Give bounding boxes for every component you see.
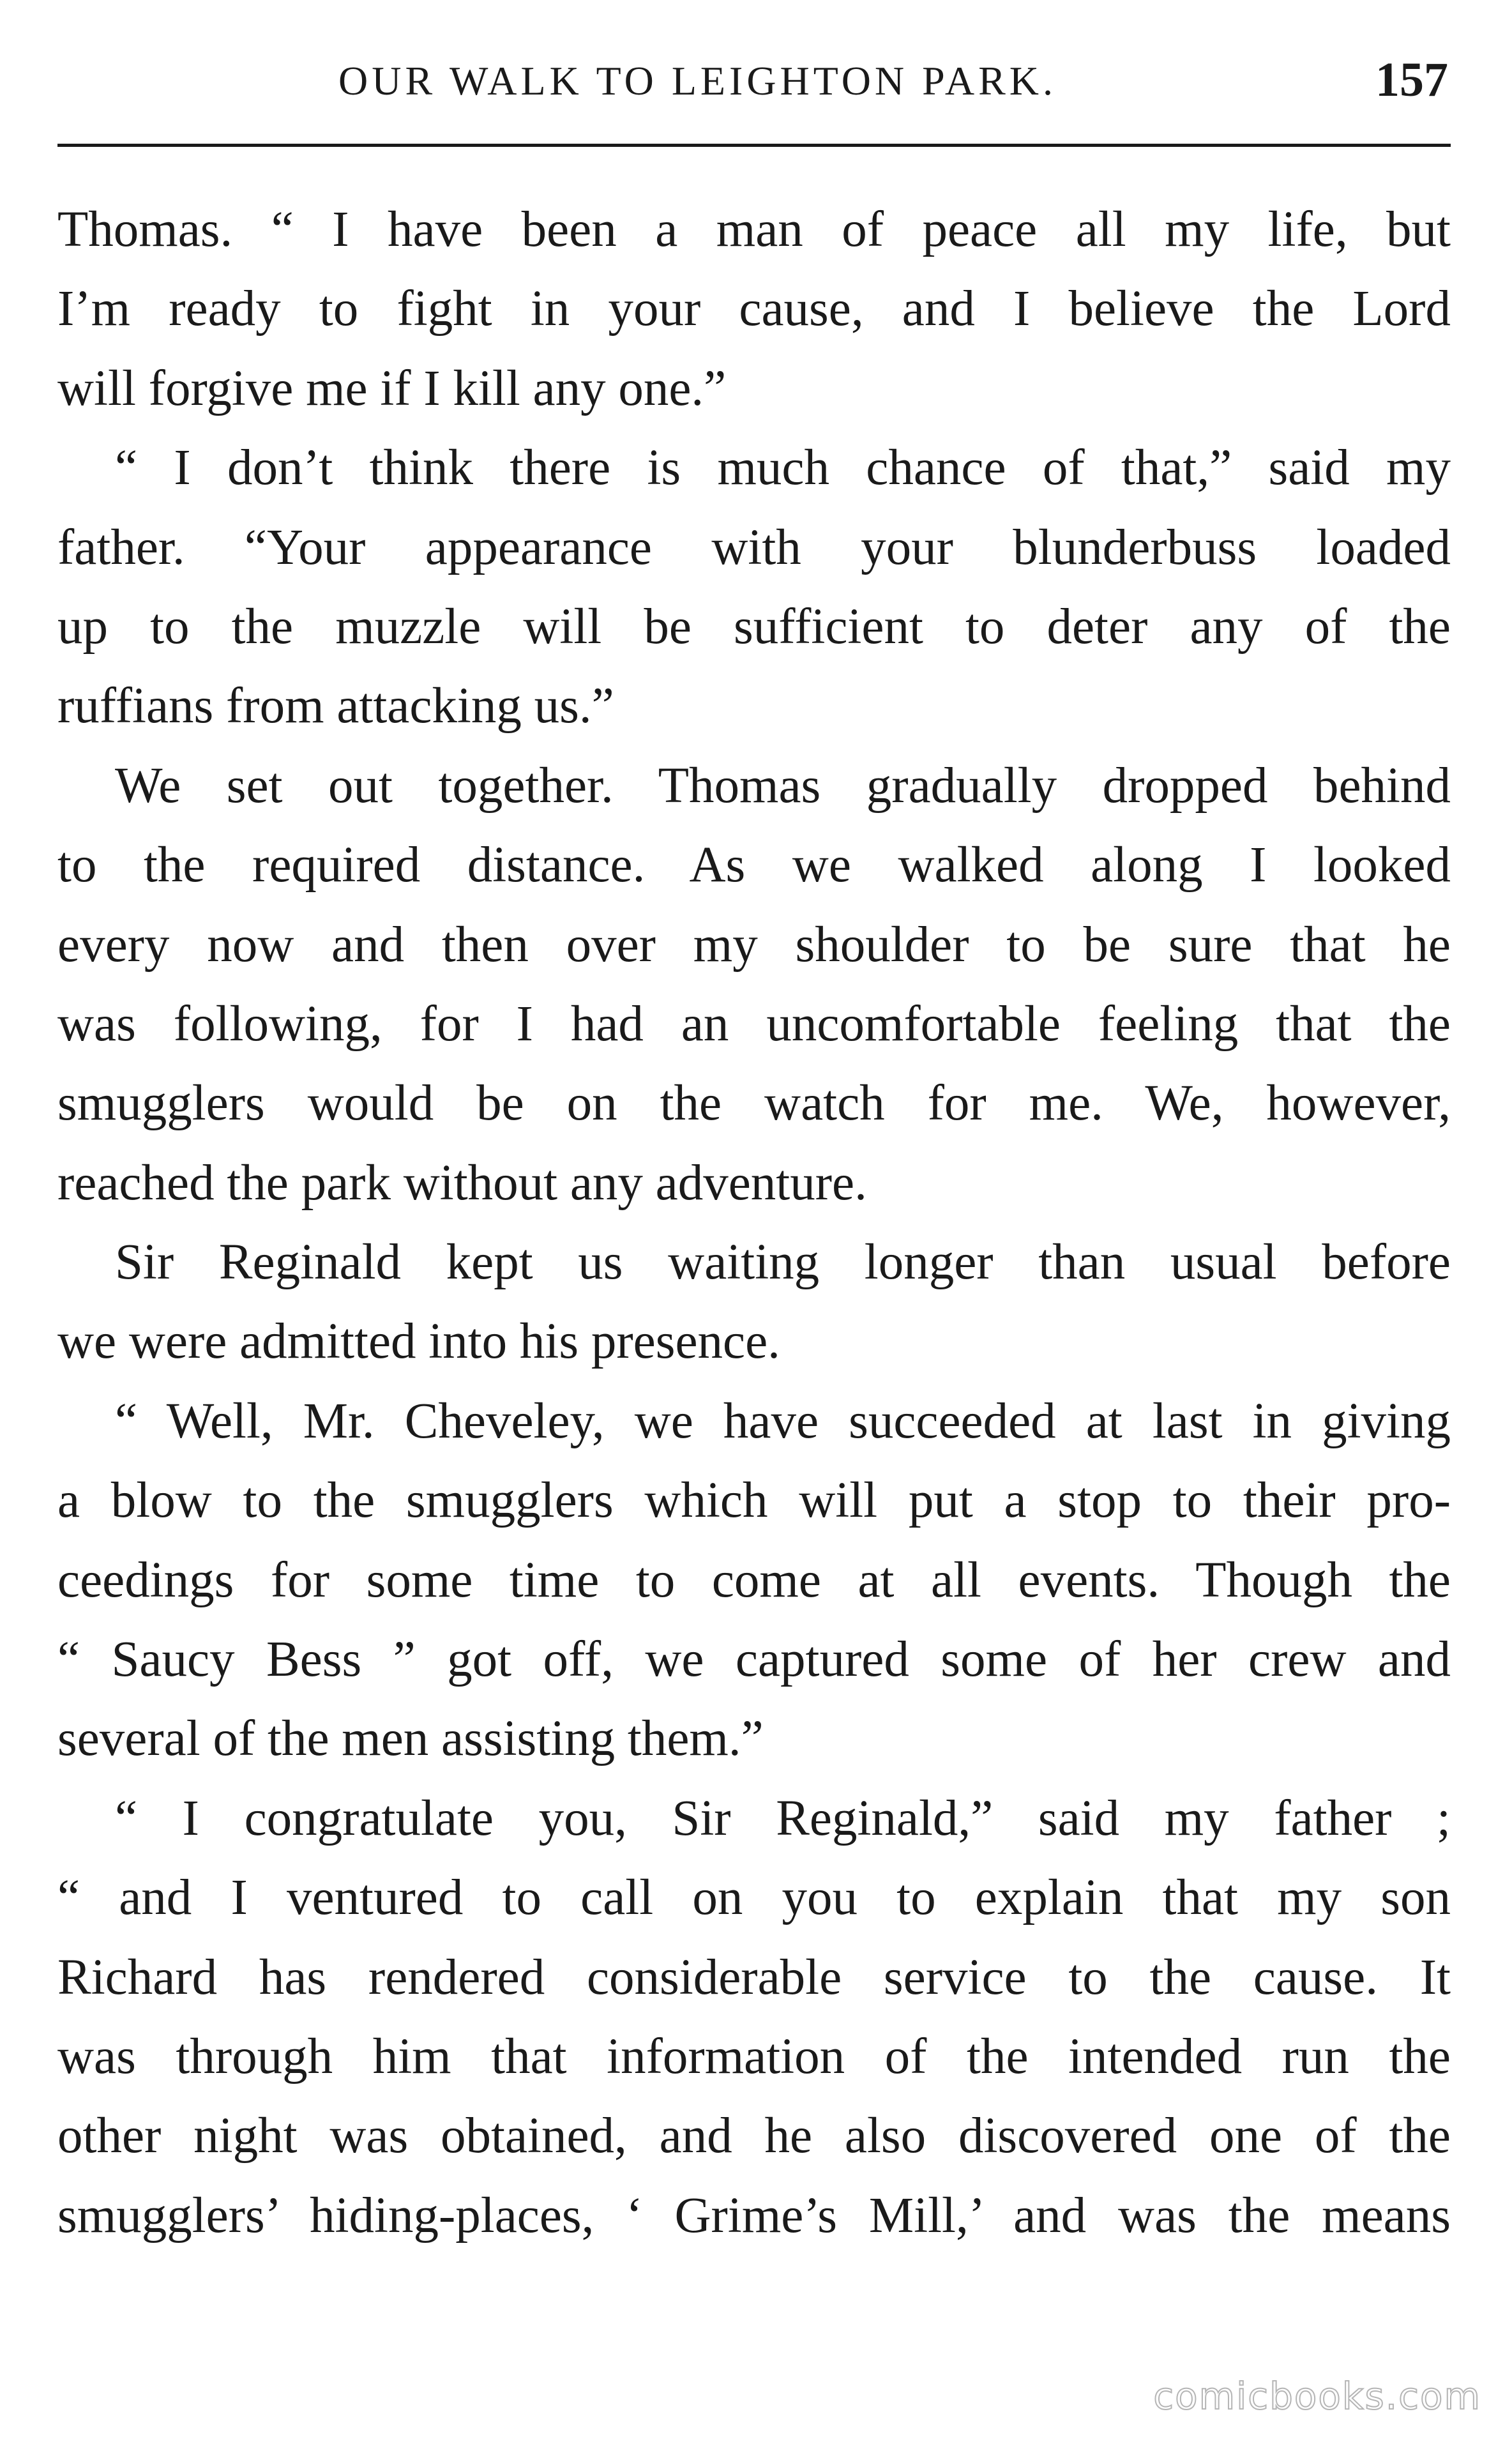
text-line: Sir Reginald kept us waiting longer than usual before <box>115 1234 1451 1291</box>
text-line: ruffians from attacking us.” <box>57 678 614 734</box>
running-title: OUR WALK TO LEIGHTON PARK. <box>338 58 1057 103</box>
text-line: father. “Your appearance with your blunderbuss loaded <box>57 519 1451 575</box>
text-line: “ Saucy Bess ” got off, we captured some of her crew and <box>57 1632 1451 1688</box>
text-line: a blow to the smugglers which will put a stop to their pro- <box>57 1473 1451 1529</box>
text-line: we were admitted into his presence. <box>57 1314 780 1370</box>
body-text <box>57 190 1451 2256</box>
text-line: was through him that information of the intended run the <box>57 2028 1451 2084</box>
text-line: “ and I ventured to call on you to explain that my son <box>57 1870 1451 1926</box>
text-line: up to the muzzle will be sufficient to deter any of the <box>57 598 1451 655</box>
text-line: I’m ready to fight in your cause, and I believe the Lord <box>57 281 1451 337</box>
text-line: was following, for I had an uncomfortable feeling that the <box>57 996 1451 1052</box>
header-rule <box>57 144 1451 147</box>
text-line: reached the park without any adventure. <box>57 1155 867 1211</box>
text-line: other night was obtained, and he also discovered one of the <box>57 2108 1451 2164</box>
text-line: to the required distance. As we walked along I looked <box>57 837 1451 893</box>
page-number: 157 <box>1375 53 1448 107</box>
running-head <box>57 46 1448 116</box>
watermark: comicbooks.com <box>1153 2374 1481 2418</box>
text-line: We set out together. Thomas gradually dropped behind <box>115 757 1451 814</box>
text-line: smugglers’ hiding-places, ‘ Grime’s Mill,’ and was the means <box>57 2187 1451 2243</box>
text-line: “ I don’t think there is much chance of that,” said my <box>115 440 1451 496</box>
text-line: every now and then over my shoulder to be sure that he <box>57 916 1451 973</box>
text-line: “ Well, Mr. Cheveley, we have succeeded at last in giving <box>115 1393 1451 1449</box>
text-line: smugglers would be on the watch for me. We, however, <box>57 1075 1451 1132</box>
text-line: will forgive me if I kill any one.” <box>57 360 727 416</box>
text-line: ceedings for some time to come at all events. Though the <box>57 1552 1451 1608</box>
text-line: several of the men assisting them.” <box>57 1711 764 1767</box>
text-line: Thomas. “ I have been a man of peace all my life, but <box>57 202 1451 257</box>
text-line: Richard has rendered considerable service to the cause. It <box>57 1949 1451 2005</box>
text-line: “ I congratulate you, Sir Reginald,” said my father ; <box>115 1790 1451 1846</box>
